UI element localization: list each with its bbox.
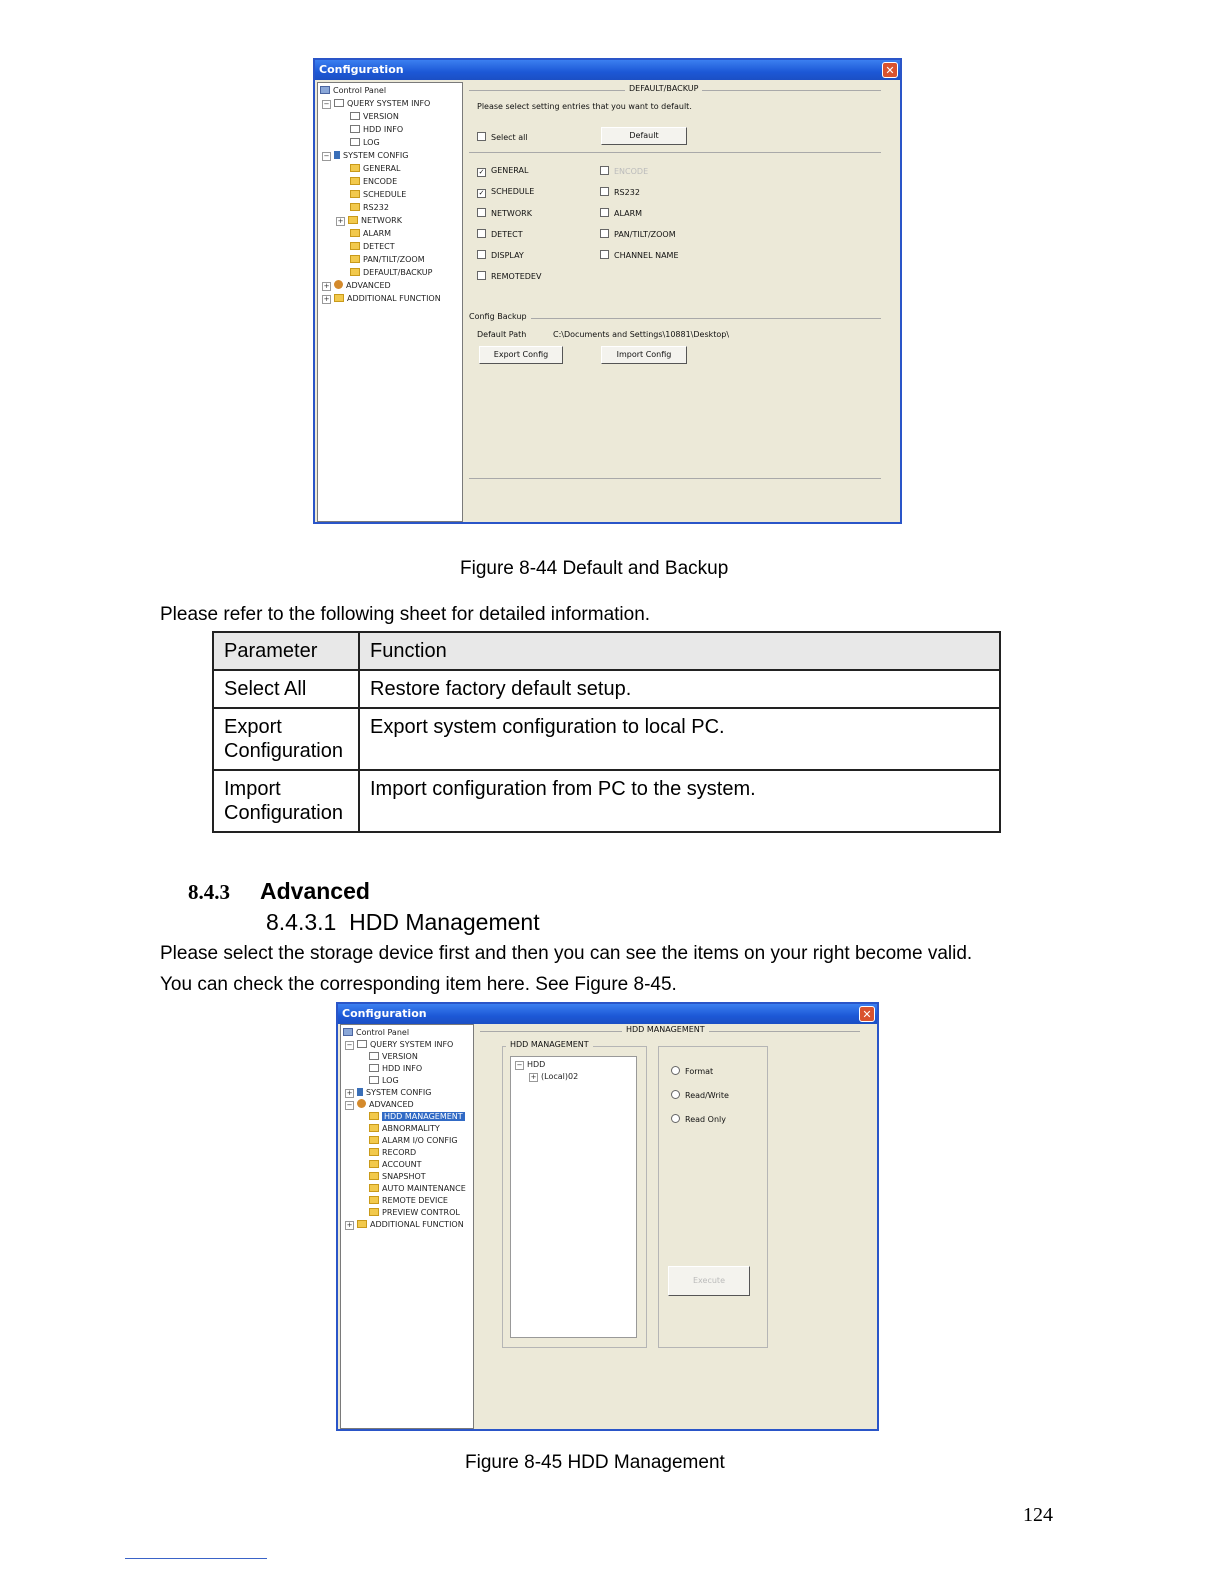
tree-item-hdd-info[interactable] <box>369 1063 422 1074</box>
bottom-divider <box>469 478 881 479</box>
gear-icon <box>334 280 343 289</box>
paragraph-line-1: Please select the storage device first and then you can see the items on your right become valid. <box>160 943 973 964</box>
tree-item-label: VERSION <box>363 112 399 121</box>
checkbox-rs232[interactable] <box>600 187 640 197</box>
tree-item-detect[interactable] <box>350 241 395 252</box>
radio-label: Read Only <box>685 1115 726 1124</box>
expand-icon[interactable]: + <box>530 1073 537 1081</box>
divider <box>469 152 881 153</box>
folder-icon <box>350 164 360 172</box>
tree-item-advanced[interactable] <box>322 280 391 291</box>
tree-item-version[interactable] <box>369 1051 418 1062</box>
hdd-disk-node[interactable] <box>529 1071 578 1082</box>
radio-format[interactable] <box>671 1066 713 1076</box>
table-row <box>213 770 1000 832</box>
tree-item-snapshot[interactable] <box>369 1171 426 1182</box>
table-cell: Restore factory default setup. <box>359 670 1000 708</box>
close-icon[interactable]: ✕ <box>859 1006 875 1022</box>
tool-icon <box>357 1088 363 1096</box>
tree-item-label: LOG <box>382 1076 399 1085</box>
tree-item-label: Control Panel <box>333 86 387 95</box>
folder-icon <box>369 1208 379 1216</box>
tree-item-label: ADVANCED <box>346 281 391 290</box>
section-number: 8.4.3 <box>188 880 230 904</box>
document-icon <box>350 112 360 120</box>
control-panel-icon <box>320 86 330 94</box>
tree-item-label: ALARM <box>363 229 392 238</box>
hdd-tree[interactable] <box>510 1056 637 1338</box>
tree-item-preview-control[interactable] <box>369 1207 460 1218</box>
tree-item-label: SYSTEM CONFIG <box>343 151 409 160</box>
tree-item-label: SYSTEM CONFIG <box>366 1088 432 1097</box>
table-cell: Import Configuration <box>213 770 359 832</box>
radio-read-only[interactable] <box>671 1114 726 1124</box>
folder-icon <box>350 242 360 250</box>
expand-icon[interactable]: + <box>323 282 330 290</box>
tree-item-pan-tilt-zoom[interactable] <box>350 254 425 265</box>
tree-item-label: RS232 <box>363 203 389 212</box>
folder-icon <box>348 216 358 224</box>
tree-item-account[interactable] <box>369 1159 422 1170</box>
tree-item-network[interactable] <box>336 215 402 226</box>
window-title: Configuration <box>319 63 404 76</box>
checkbox-display[interactable] <box>477 250 524 260</box>
expand-icon[interactable]: + <box>337 217 344 225</box>
tree-item-hdd-info[interactable] <box>350 124 403 135</box>
config-tree <box>317 82 463 522</box>
footnote-rule <box>125 1558 267 1559</box>
config-backup-group <box>469 318 881 319</box>
checkbox-channel-name[interactable] <box>600 250 679 260</box>
tree-item-label: Control Panel <box>356 1028 410 1037</box>
default-path-value: C:\Documents and Settings\10881\Desktop\ <box>553 330 730 339</box>
tree-item-system-config[interactable] <box>345 1087 431 1098</box>
tree-item-log[interactable] <box>350 137 380 148</box>
subsection-title: 8.4.3.1 HDD Management <box>266 909 540 935</box>
inner-group-title: HDD MANAGEMENT <box>506 1040 593 1049</box>
folder-icon <box>369 1196 379 1204</box>
folder-icon <box>350 203 360 211</box>
tree-item-general[interactable] <box>350 163 400 174</box>
table-header-row <box>213 632 1000 670</box>
tree-item-label: HDD MANAGEMENT <box>384 1112 463 1121</box>
paragraph-line-2: You can check the corresponding item here. See Figure 8-45. <box>160 974 677 995</box>
document-icon <box>350 125 360 133</box>
window-titlebar[interactable] <box>315 60 900 80</box>
tree-item-label: ENCODE <box>363 177 398 186</box>
checkbox-label: PAN/TILT/ZOOM <box>614 230 676 239</box>
select-all-checkbox[interactable] <box>477 132 528 142</box>
table-header-cell: Function <box>359 632 1000 670</box>
tool-icon <box>334 151 340 159</box>
checkbox-unchecked-icon[interactable] <box>600 187 609 196</box>
figure-caption-1: Figure 8-44 Default and Backup <box>460 558 729 579</box>
import-config-button[interactable]: Import Config <box>601 346 687 364</box>
parameter-table <box>212 631 1001 833</box>
checkbox-label: ALARM <box>614 209 643 218</box>
folder-icon <box>357 1220 367 1228</box>
checkbox-label: DISPLAY <box>491 251 524 260</box>
checkbox-unchecked-icon[interactable] <box>600 166 609 175</box>
tree-item-label: GENERAL <box>363 164 401 173</box>
checkbox-label: SCHEDULE <box>491 187 535 196</box>
checkbox-general[interactable] <box>477 166 528 177</box>
checkbox-label: RS232 <box>614 188 640 197</box>
checkbox-checked-icon[interactable]: ✓ <box>478 168 485 176</box>
table-cell: Select All <box>213 670 359 708</box>
tree-item-label: RECORD <box>382 1148 417 1157</box>
folder-icon <box>369 1112 379 1120</box>
table-cell: Import configuration from PC to the system. <box>359 770 1000 832</box>
tree-item-log[interactable] <box>369 1075 399 1086</box>
tree-item-label: SCHEDULE <box>363 190 407 199</box>
checkbox-unchecked-icon[interactable] <box>477 271 486 280</box>
tree-item-system-config[interactable] <box>322 150 408 161</box>
checkbox-checked-icon[interactable]: ✓ <box>478 189 485 197</box>
folder-icon <box>350 190 360 198</box>
checkbox-unchecked-icon[interactable] <box>600 208 609 217</box>
tree-item-encode[interactable] <box>350 176 397 187</box>
expand-icon[interactable]: + <box>346 1089 353 1097</box>
tree-item-label: ADDITIONAL FUNCTION <box>370 1220 464 1229</box>
tree-item-label: ADVANCED <box>369 1100 414 1109</box>
hdd-root-label: HDD <box>527 1060 546 1069</box>
radio-icon[interactable] <box>671 1114 680 1123</box>
tree-item-version[interactable] <box>350 111 399 122</box>
hdd-root-node[interactable] <box>515 1059 545 1070</box>
tree-item-control-panel[interactable] <box>343 1027 409 1038</box>
control-panel-icon <box>343 1028 353 1036</box>
checkbox-unchecked-icon[interactable] <box>600 250 609 259</box>
tree-item-additional-function[interactable] <box>322 293 441 304</box>
tree-item-label: VERSION <box>382 1052 418 1061</box>
tree-item-label: SNAPSHOT <box>382 1172 426 1181</box>
tree-item-label: HDD INFO <box>382 1064 423 1073</box>
radio-icon[interactable] <box>671 1090 680 1099</box>
checkbox-alarm[interactable] <box>600 208 642 218</box>
section-title: Advanced <box>260 878 370 904</box>
checkbox-unchecked-icon[interactable] <box>477 250 486 259</box>
tree-item-label: ADDITIONAL FUNCTION <box>347 294 441 303</box>
select-all-label: Select all <box>491 133 528 142</box>
table-cell: Export system configuration to local PC. <box>359 708 1000 770</box>
expand-icon[interactable]: + <box>323 295 330 303</box>
checkbox-unchecked-icon[interactable] <box>600 229 609 238</box>
tree-item-rs232[interactable] <box>350 202 389 213</box>
radio-read-write[interactable] <box>671 1090 729 1100</box>
folder-icon <box>334 294 344 302</box>
window-titlebar[interactable] <box>338 1004 877 1024</box>
instruction-text: Please select setting entries that you want to default. <box>477 102 692 111</box>
tree-item-label: REMOTE DEVICE <box>382 1196 448 1205</box>
tree-item-label: PAN/TILT/ZOOM <box>363 255 425 264</box>
tree-item-label: HDD INFO <box>363 125 404 134</box>
checkbox-label: CHANNEL NAME <box>614 251 679 260</box>
expand-icon[interactable]: + <box>346 1221 353 1229</box>
folder-icon <box>350 268 360 276</box>
checkbox-network[interactable] <box>477 208 532 218</box>
folder-icon <box>369 1148 379 1156</box>
page-number: 124 <box>1023 1504 1053 1526</box>
tree-item-auto-maintenance[interactable] <box>369 1183 466 1194</box>
tree-item-query-system-info[interactable] <box>322 98 430 109</box>
checkbox-label: ENCODE <box>614 167 649 176</box>
export-config-button[interactable]: Export Config <box>479 346 563 364</box>
config-tree <box>340 1024 474 1429</box>
tree-item-alarm[interactable] <box>350 228 391 239</box>
checkbox-schedule[interactable] <box>477 187 534 198</box>
tree-item-label: QUERY SYSTEM INFO <box>370 1040 454 1049</box>
checkbox-box[interactable] <box>477 132 486 141</box>
config-window-hdd-management <box>336 1002 879 1431</box>
radio-label: Read/Write <box>685 1091 729 1100</box>
tree-item-label: LOG <box>363 138 380 147</box>
tree-item-label: AUTO MAINTENANCE <box>382 1184 466 1193</box>
checkbox-label: GENERAL <box>491 166 529 175</box>
default-path-label: Default Path <box>477 330 527 339</box>
checkbox-label: REMOTEDEV <box>491 272 542 281</box>
collapse-icon[interactable]: − <box>516 1061 523 1069</box>
tree-item-control-panel[interactable] <box>320 85 386 96</box>
default-button[interactable]: Default <box>601 127 687 145</box>
checkbox-label: DETECT <box>491 230 523 239</box>
table-cell: Export Configuration <box>213 708 359 770</box>
tree-item-abnormality[interactable] <box>369 1123 440 1134</box>
collapse-icon[interactable]: − <box>323 152 330 160</box>
folder-icon <box>369 1172 379 1180</box>
tree-item-label: QUERY SYSTEM INFO <box>347 99 431 108</box>
figure-caption-2: Figure 8-45 HDD Management <box>465 1452 725 1473</box>
radio-label: Format <box>685 1067 714 1076</box>
query-icon <box>334 99 344 107</box>
execute-button[interactable]: Execute <box>668 1266 750 1296</box>
tree-item-label: DETECT <box>363 242 395 251</box>
folder-icon <box>350 255 360 263</box>
tree-item-alarm-i-o-config[interactable] <box>369 1135 458 1146</box>
close-icon[interactable]: ✕ <box>882 62 898 78</box>
table-row <box>213 708 1000 770</box>
tree-item-hdd-management[interactable] <box>369 1111 465 1122</box>
document-icon <box>350 138 360 146</box>
window-title: Configuration <box>342 1007 427 1020</box>
checkbox-encode[interactable] <box>600 166 648 176</box>
checkbox-detect[interactable] <box>477 229 523 239</box>
gear-icon <box>357 1099 366 1108</box>
collapse-icon[interactable]: − <box>346 1101 353 1109</box>
checkbox-remotedev[interactable] <box>477 271 541 281</box>
intro-text: Please refer to the following sheet for detailed information. <box>160 604 651 625</box>
document-icon <box>369 1052 379 1060</box>
hdd-disk-label: (Local)02 <box>541 1072 579 1081</box>
document-icon <box>369 1064 379 1072</box>
checkbox-unchecked-icon[interactable] <box>477 208 486 217</box>
tree-item-advanced[interactable] <box>345 1099 414 1110</box>
group-title: DEFAULT/BACKUP <box>625 84 702 93</box>
folder-icon <box>350 229 360 237</box>
document-icon <box>369 1076 379 1084</box>
checkbox-unchecked-icon[interactable] <box>477 229 486 238</box>
table-row <box>213 670 1000 708</box>
tree-item-label: ACCOUNT <box>382 1160 422 1169</box>
group-title: HDD MANAGEMENT <box>622 1025 709 1034</box>
tree-item-query-system-info[interactable] <box>345 1039 453 1050</box>
folder-icon <box>369 1124 379 1132</box>
config-backup-title: Config Backup <box>465 312 531 321</box>
tree-item-remote-device[interactable] <box>369 1195 448 1206</box>
tree-item-label: NETWORK <box>361 216 402 225</box>
tree-item-additional-function[interactable] <box>345 1219 464 1230</box>
radio-icon[interactable] <box>671 1066 680 1075</box>
tree-item-label: PREVIEW CONTROL <box>382 1208 460 1217</box>
folder-icon <box>369 1184 379 1192</box>
tree-item-schedule[interactable] <box>350 189 406 200</box>
config-window-default-backup <box>313 58 902 524</box>
query-icon <box>357 1040 367 1048</box>
folder-icon <box>369 1160 379 1168</box>
checkbox-label: NETWORK <box>491 209 532 218</box>
folder-icon <box>369 1136 379 1144</box>
collapse-icon[interactable]: − <box>323 100 330 108</box>
folder-icon <box>350 177 360 185</box>
tree-item-label: ALARM I/O CONFIG <box>382 1136 458 1145</box>
collapse-icon[interactable]: − <box>346 1041 353 1049</box>
tree-item-label: ABNORMALITY <box>382 1124 440 1133</box>
checkbox-pan-tilt-zoom[interactable] <box>600 229 676 239</box>
tree-item-label: DEFAULT/BACKUP <box>363 268 433 277</box>
tree-item-default-backup[interactable] <box>350 267 432 278</box>
table-header-cell: Parameter <box>213 632 359 670</box>
tree-item-record[interactable] <box>369 1147 416 1158</box>
